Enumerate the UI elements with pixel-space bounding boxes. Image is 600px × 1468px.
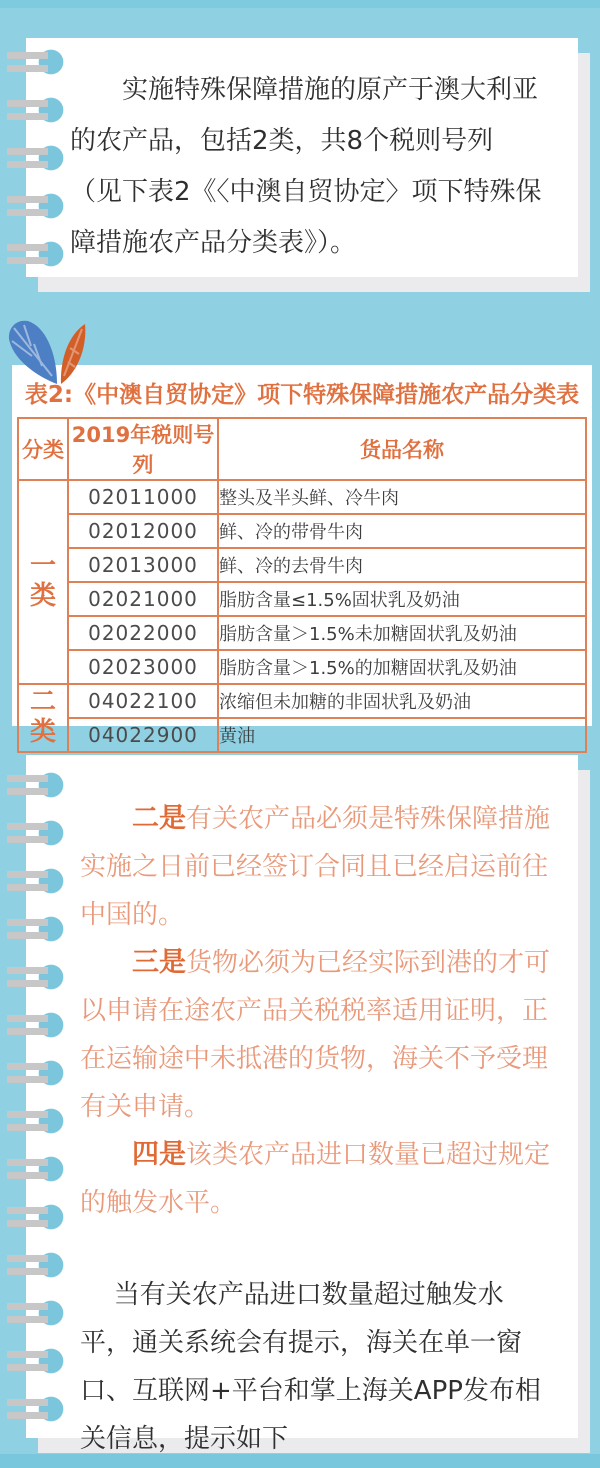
detail-card	[26, 755, 578, 1454]
spiral-binding-bars-bottom	[7, 761, 48, 1433]
name-cell: 黄油	[218, 718, 586, 752]
point-four-marker: 四是	[132, 1139, 186, 1170]
header-tariff-code: 2019年税则号列	[68, 418, 218, 480]
name-cell: 鲜、冷的带骨牛肉	[218, 514, 586, 548]
table-row	[18, 650, 586, 684]
table-title: 表2:《中澳自贸协定》项下特殊保障措施农产品分类表	[24, 382, 580, 408]
header-goods-name: 货品名称	[218, 418, 586, 480]
table-row	[18, 718, 586, 752]
code-cell: 02012000	[68, 514, 218, 548]
table-row	[18, 514, 586, 548]
code-cell: 02021000	[68, 582, 218, 616]
category-cell	[18, 480, 68, 684]
category-label: 二类	[30, 687, 57, 747]
code-cell: 04022100	[68, 684, 218, 718]
code-cell: 04022900	[68, 718, 218, 752]
code-cell: 02023000	[68, 650, 218, 684]
code-cell: 02013000	[68, 548, 218, 582]
point-two-text: 有关农产品必须是特殊保障措施实施之日前已经签订合同且已经启运前往中国的。	[80, 804, 551, 930]
code-cell: 02011000	[68, 480, 218, 514]
category-cell	[18, 684, 68, 752]
table-row	[18, 582, 586, 616]
table-row	[18, 684, 586, 718]
intro-paragraph: 实施特殊保障措施的原产于澳大利亚的农产品，包括2类，共8个税则号列（见下表2《〈中澳自贸协定〉项下特殊保障措施农产品分类表》）。	[70, 75, 542, 258]
point-two-paragraph	[80, 795, 550, 939]
table-card	[12, 365, 592, 747]
table-row	[18, 480, 586, 514]
detail-text-block	[26, 755, 578, 1463]
point-four-text: 该类农产品进口数量已超过规定的触发水平。	[80, 1140, 551, 1218]
name-cell: 脂肪含量≤1.5%固状乳及奶油	[218, 582, 586, 616]
closing-paragraph: 当有关农产品进口数量超过触发水平，通关系统会有提示，海关在单一窗口、互联网+平台和掌上海关APP发布相关信息，提示如下	[80, 1280, 541, 1454]
name-cell: 脂肪含量＞1.5%的加糖固状乳及奶油	[218, 650, 586, 684]
safeguard-products-table	[17, 417, 587, 753]
point-two-marker: 二是	[132, 803, 186, 834]
leaf-decoration-icon	[0, 314, 90, 392]
code-cell: 02022000	[68, 616, 218, 650]
category-label: 一类	[30, 551, 57, 611]
table-row	[18, 616, 586, 650]
top-edge-strip	[0, 0, 600, 8]
name-cell: 脂肪含量＞1.5%未加糖固状乳及奶油	[218, 616, 586, 650]
name-cell: 整头及半头鲜、冷牛肉	[218, 480, 586, 514]
table-row	[18, 548, 586, 582]
spiral-binding-bars-top	[7, 38, 48, 278]
intro-card	[26, 38, 578, 277]
name-cell: 浓缩但未加糖的非固状乳及奶油	[218, 684, 586, 718]
point-three-paragraph	[80, 939, 550, 1131]
point-three-marker: 三是	[132, 947, 186, 978]
table-header-row	[18, 418, 586, 480]
point-four-paragraph	[80, 1131, 550, 1227]
name-cell: 鲜、冷的去骨牛肉	[218, 548, 586, 582]
point-three-text: 货物必须为已经实际到港的才可以申请在途农产品关税税率适用证明，正在运输途中未抵港的货物，海关不予受理有关申请。	[80, 948, 551, 1122]
header-category: 分类	[18, 418, 68, 480]
